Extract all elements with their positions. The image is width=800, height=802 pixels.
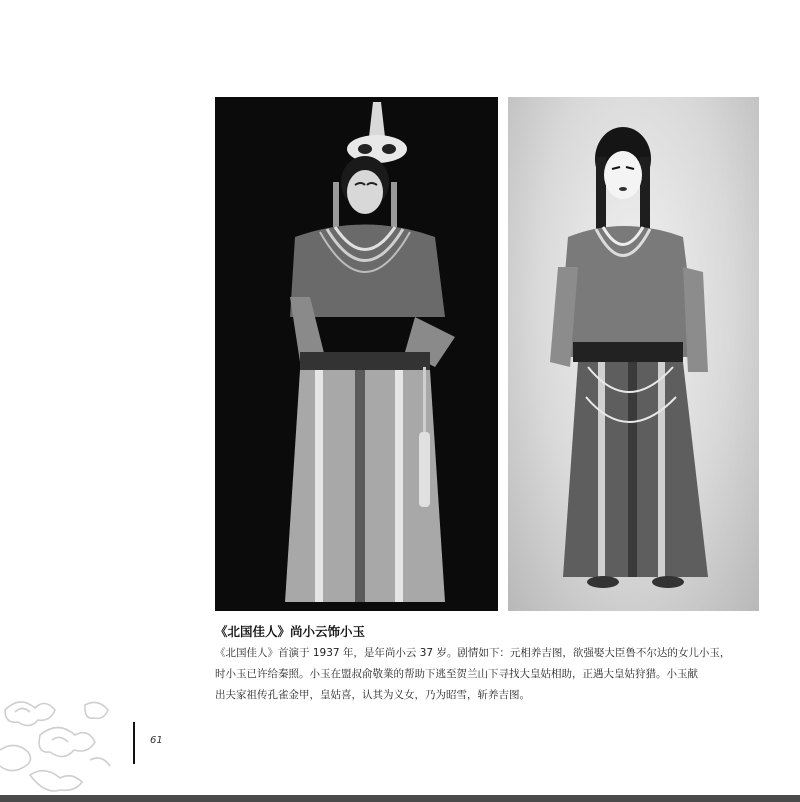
page-number: 61 — [150, 735, 163, 746]
photo-right — [508, 97, 759, 611]
caption-body — [215, 643, 775, 706]
caption-title: 《北国佳人》尚小云饰小玉 — [215, 624, 366, 639]
caption-line: 《北国佳人》首演于 1937 年，是年尚小云 37 岁。剧情如下：元相养吉图，欲强娶大臣鲁不尔达的女儿小玉， — [215, 647, 731, 659]
photo-left — [215, 97, 498, 611]
cloud-ornament-icon — [0, 690, 112, 795]
page-number-rule — [133, 722, 135, 764]
bottom-bar — [0, 795, 800, 802]
performer-portrait-left — [215, 97, 498, 611]
performer-portrait-right — [508, 97, 759, 611]
caption-line: 出夫家祖传孔雀金甲，皇姑喜，认其为义女，乃为昭雪，斩养吉图。 — [215, 689, 530, 701]
caption-line: 时小玉已许给秦照。小玉在盟叔俞敬業的帮助下逃至贺兰山下寻找大皇姑相助，正遇大皇姑狩猎。小玉献 — [215, 668, 698, 680]
